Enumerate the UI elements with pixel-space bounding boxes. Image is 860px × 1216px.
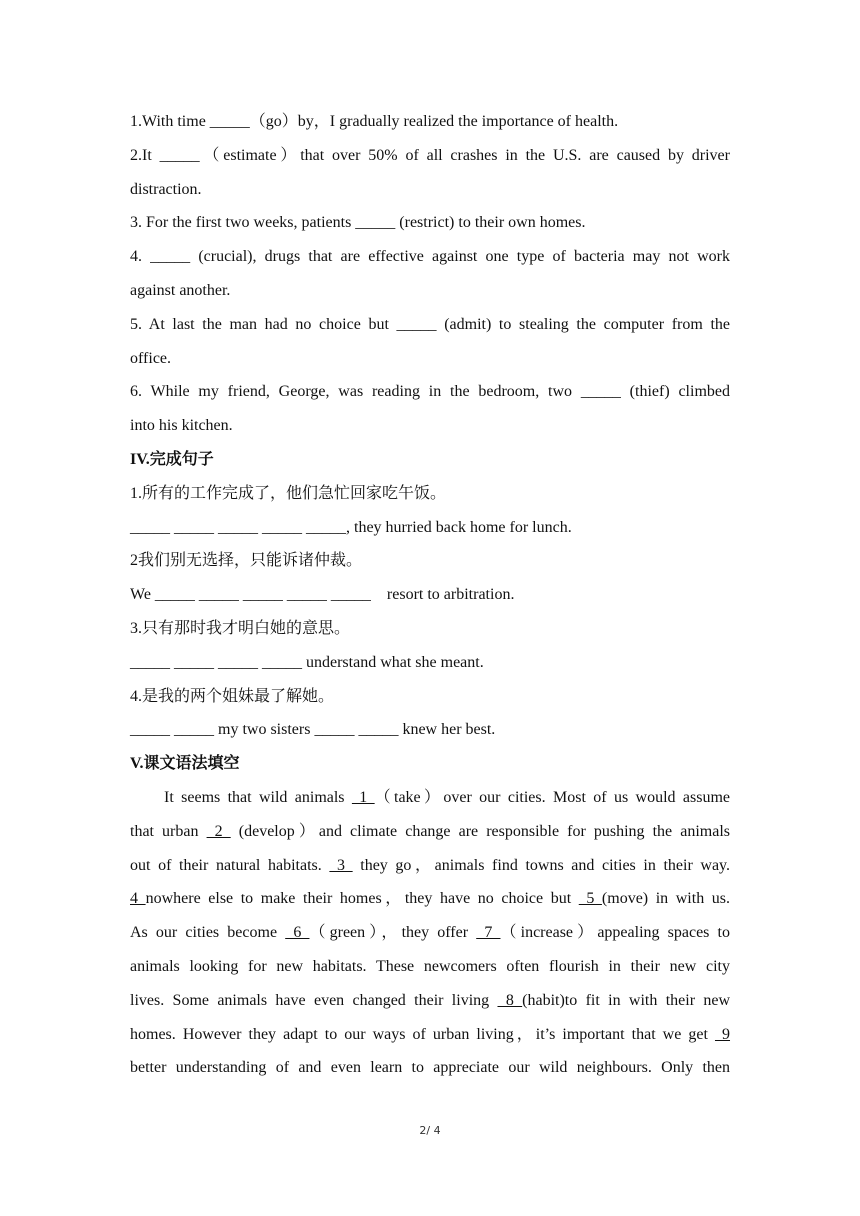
sentence-blank-3: _____ _____ _____ _____ understand what she meant. [130,653,484,671]
sentence-prompt-3: 3.只有那时我才明白她的意思。 [130,619,351,637]
section-heading-complete-sentences: IV.完成句子 [130,450,214,468]
passage-line-8 [130,1018,730,1052]
blank-5: 5 [578,890,602,908]
passage-text: out of their natural habitats. [130,856,330,874]
blank-9: 9 [714,1025,731,1043]
passage-text: (move) in with us. [601,890,731,908]
passage-text: lives. Some animals have even changed their living [130,991,498,1009]
exercise-line-3-6: 6. While my friend, George, was reading in the bedroom, two _____ (thief) climbed [130,383,730,401]
exercise-line-3-4-cont: against another. [130,281,231,299]
passage-text: (develop）and climate change are responsible for pushing the animals [230,822,730,840]
passage-text: they go，animals find towns and cities in their way. [352,856,731,874]
sentence-blank-1: _____ _____ _____ _____ _____, they hurried back home for lunch. [130,518,572,536]
exercise-line-3-6-cont: into his kitchen. [130,417,233,435]
blank-8: 8 [497,991,523,1009]
passage-line-7 [130,984,730,1018]
passage-text: （increase）appealing spaces to [500,924,730,942]
sentence-blank-2: We _____ _____ _____ _____ _____ resort to arbitration. [130,586,515,604]
passage-line-4 [130,882,730,916]
passage-text: It seems that wild animals [164,788,352,806]
passage-line-6: animals looking for new habitats. These newcomers often flourish in their new city [130,957,730,975]
passage-line-2 [130,815,730,849]
passage-text: （take）over our cities. Most of us would assume [374,788,731,806]
sentence-prompt-1: 1.所有的工作完成了，他们急忙回家吃午饭。 [130,484,447,502]
passage-text: As our cities become [130,924,286,942]
passage-line-9: better understanding of and even learn to appreciate our wild neighbours. Only then [130,1059,730,1077]
blank-1: 1 [351,788,375,806]
blank-2: 2 [206,822,231,840]
exercise-line-3-3: 3. For the first two weeks, patients _____ (restrict) to their own homes. [130,214,586,232]
exercise-line-3-5-cont: office. [130,349,172,367]
passage-line-1 [130,781,730,815]
passage-text: that urban [130,822,207,840]
blank-6: 6 [285,924,310,942]
blank-7: 7 [476,924,501,942]
exercise-line-3-1: 1.With time _____（go）by，I gradually realized the importance of health. [130,113,619,130]
blank-4: 4 [130,890,146,908]
exercise-line-3-4: 4. _____ (crucial), drugs that are effective against one type of bacteria may not work [130,248,730,266]
blank-3: 3 [329,856,353,874]
exercise-line-3-2-cont: distraction. [130,180,202,198]
passage-line-5 [130,916,730,950]
exercise-line-3-5: 5. At last the man had no choice but _____ (admit) to stealing the computer from the [130,315,730,333]
exercise-line-3-2: 2.It _____（estimate）that over 50% of all crashes in the U.S. are caused by driver [130,146,730,164]
sentence-blank-4: _____ _____ my two sisters _____ _____ knew her best. [130,721,496,739]
section-heading-grammar-fill: V.课文语法填空 [130,755,240,773]
page-number: 2/ 4 [419,1124,441,1137]
passage-text: (habit)to fit in with their new [522,991,731,1009]
passage-text: （green），they offer [309,924,477,942]
sentence-prompt-2: 2我们别无选择，只能诉诸仲裁。 [130,552,363,570]
passage-text: homes. However they adapt to our ways of urban living，it’s important that we get [130,1025,715,1043]
document-content [130,105,730,1085]
sentence-prompt-4: 4.是我的两个姐妹最了解她。 [130,687,335,705]
passage-text: nowhere else to make their homes，they have no choice but [145,890,579,908]
passage-line-3 [130,849,730,883]
